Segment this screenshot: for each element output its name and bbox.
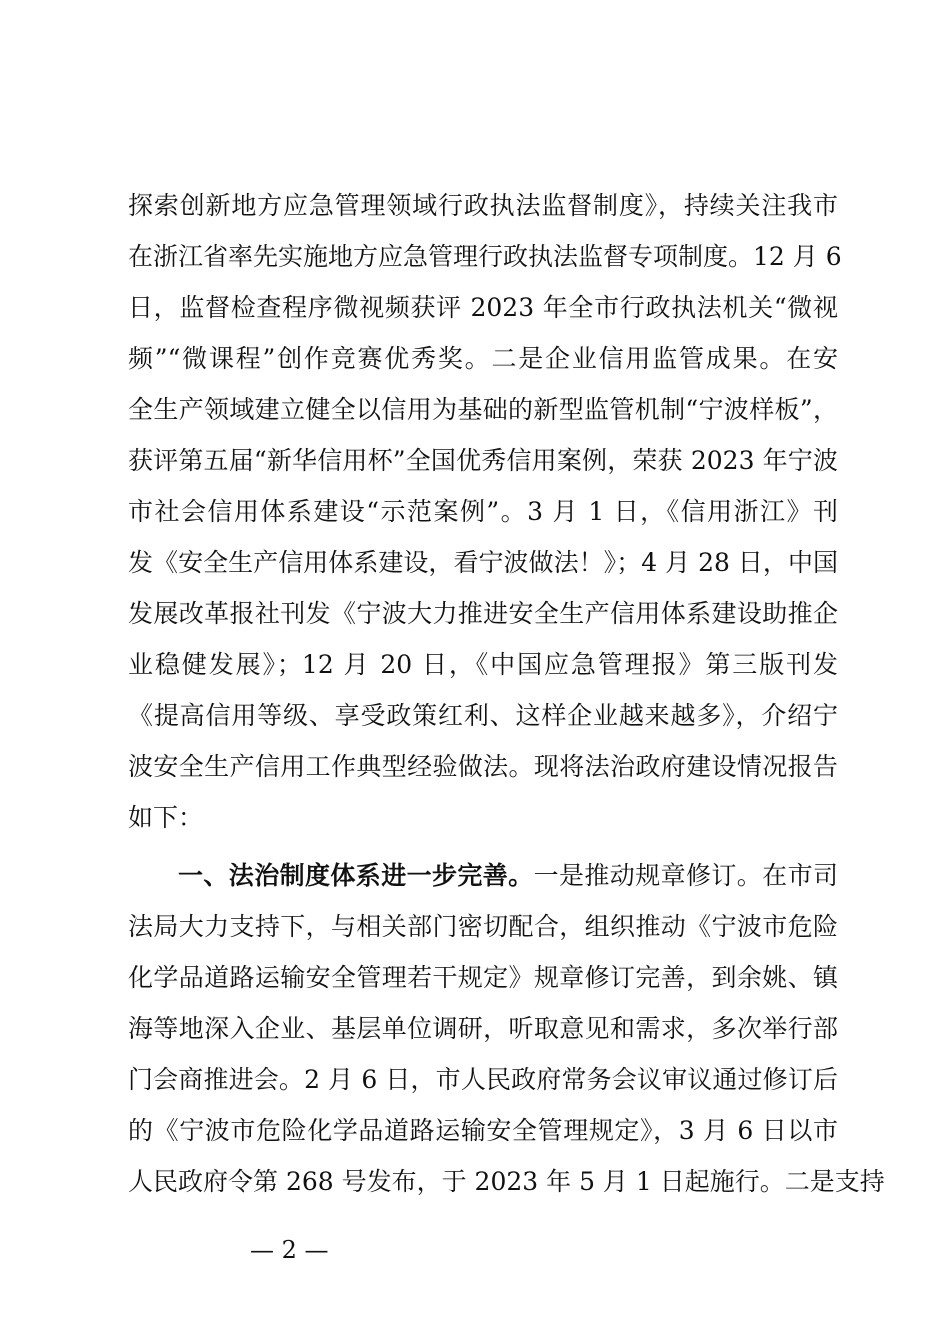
text-line: 日，监督检查程序微视频获评 2023 年全市行政执法机关“微视 <box>128 293 838 322</box>
page-number: — 2 — <box>250 1236 329 1264</box>
text-line: 《提高信用等级、享受政策红利、这样企业越来越多》，介绍宁 <box>128 701 838 730</box>
text-line: 如下： <box>128 803 204 832</box>
text-line: 全生产领域建立健全以信用为基础的新型监管机制“宁波样板”， <box>128 395 838 424</box>
text-line: 门会商推进会。2 月 6 日，市人民政府常务会议审议通过修订后 <box>128 1065 838 1094</box>
section-heading-line <box>178 856 838 896</box>
section-heading-rest: 一是推动规章修订。在市司 <box>533 861 838 890</box>
text-line: 频”“微课程”创作竞赛优秀奖。二是企业信用监管成果。在安 <box>128 344 838 373</box>
text-line: 法局大力支持下，与相关部门密切配合，组织推动《宁波市危险 <box>128 912 838 941</box>
text-line: 海等地深入企业、基层单位调研，听取意见和需求，多次举行部 <box>128 1014 838 1043</box>
text-line: 发展改革报社刊发《宁波大力推进安全生产信用体系建设助推企 <box>128 599 838 628</box>
text-line: 人民政府令第 268 号发布，于 2023 年 5 月 1 日起施行。二是支持 <box>128 1167 885 1196</box>
section-heading: 一、法治制度体系进一步完善。 <box>178 861 534 890</box>
text-line: 探索创新地方应急管理领域行政执法监督制度》，持续关注我市 <box>128 191 838 220</box>
text-line: 市社会信用体系建设“示范案例”。3 月 1 日，《信用浙江》刊 <box>128 497 838 526</box>
text-line: 波安全生产信用工作典型经验做法。现将法治政府建设情况报告 <box>128 752 838 781</box>
text-line: 发《安全生产信用体系建设，看宁波做法！》；4 月 28 日，中国 <box>128 548 838 577</box>
text-line: 获评第五届“新华信用杯”全国优秀信用案例，荣获 2023 年宁波 <box>128 446 838 475</box>
text-line: 在浙江省率先实施地方应急管理行政执法监督专项制度。12 月 6 <box>128 242 842 271</box>
text-line: 化学品道路运输安全管理若干规定》规章修订完善，到余姚、镇 <box>128 963 838 992</box>
text-line: 的《宁波市危险化学品道路运输安全管理规定》，3 月 6 日以市 <box>128 1116 838 1145</box>
text-line: 业稳健发展》；12 月 20 日，《中国应急管理报》第三版刊发 <box>128 650 838 679</box>
